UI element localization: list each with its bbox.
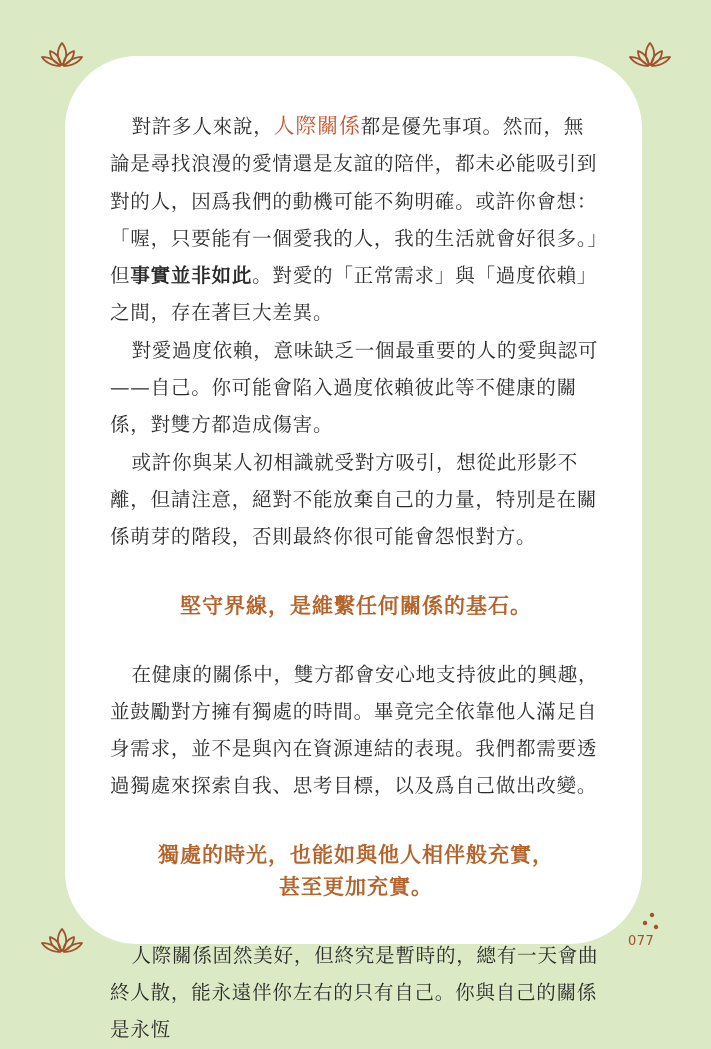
heading-line: 甚至更加充實。 [279,874,433,899]
paragraph-4: 在健康的關係中，雙方都會安心地支持彼此的興趣，並鼓勵對方擁有獨處的時間。畢竟完全依靠他人滿足自身需求，並不是與內在資源連結的表現。我們都需要透過獨處來探索自我、思考目標，以及爲自己做出改變。 [110,662,599,798]
paragraph-5: 人際關係固然美好，但終究是暫時的，總有一天會曲終人散，能永遠伴你左右的只有自己。你與自己的關係是永恆 [110,943,599,1042]
paragraph-3: 或許你與某人初相識就受對方吸引，想從此形影不離，但請注意，絕對不能放棄自己的力量，特別是在關係萌芽的階段，否則最終你很可能會怨恨對方。 [110,450,598,549]
paragraph-text: 。對愛的「正常需求」與「過度依賴」之間，存在著巨大差異。 [110,264,598,325]
paragraph-2: 對愛過度依賴，意味缺乏一個最重要的人的愛與認可——自己。你可能會陷入過度依賴彼此等不健康的關係，對雙方都造成傷害。 [110,338,599,437]
section-heading-1: 堅守界線，是維繫任何關係的基石。 [180,593,532,618]
page-number: 077 [628,934,655,949]
emphasis-phrase: 事實並非如此 [130,264,253,288]
paragraph-text: 都是優先事項。然而，無論是尋找浪漫的愛情還是友誼的陪伴，都未必能吸引到對的人，因爲我們的動機可能不夠明確。或許你會想：「喔，只要能有一個愛我的人，我的生活就會好很多。」但 [110,115,599,288]
section-heading-2 [110,839,602,903]
heading-line: 獨處的時光，也能如與他人相伴般充實， [158,842,554,867]
highlight-phrase: 人際關係 [273,114,361,138]
article-body [110,108,602,1049]
lotus-icon [628,40,672,68]
paragraph-text: 對許多人來說， [131,115,274,138]
paragraph-1 [110,108,602,332]
lotus-icon [40,926,84,954]
lotus-icon [40,40,84,68]
dots-icon [640,912,662,934]
